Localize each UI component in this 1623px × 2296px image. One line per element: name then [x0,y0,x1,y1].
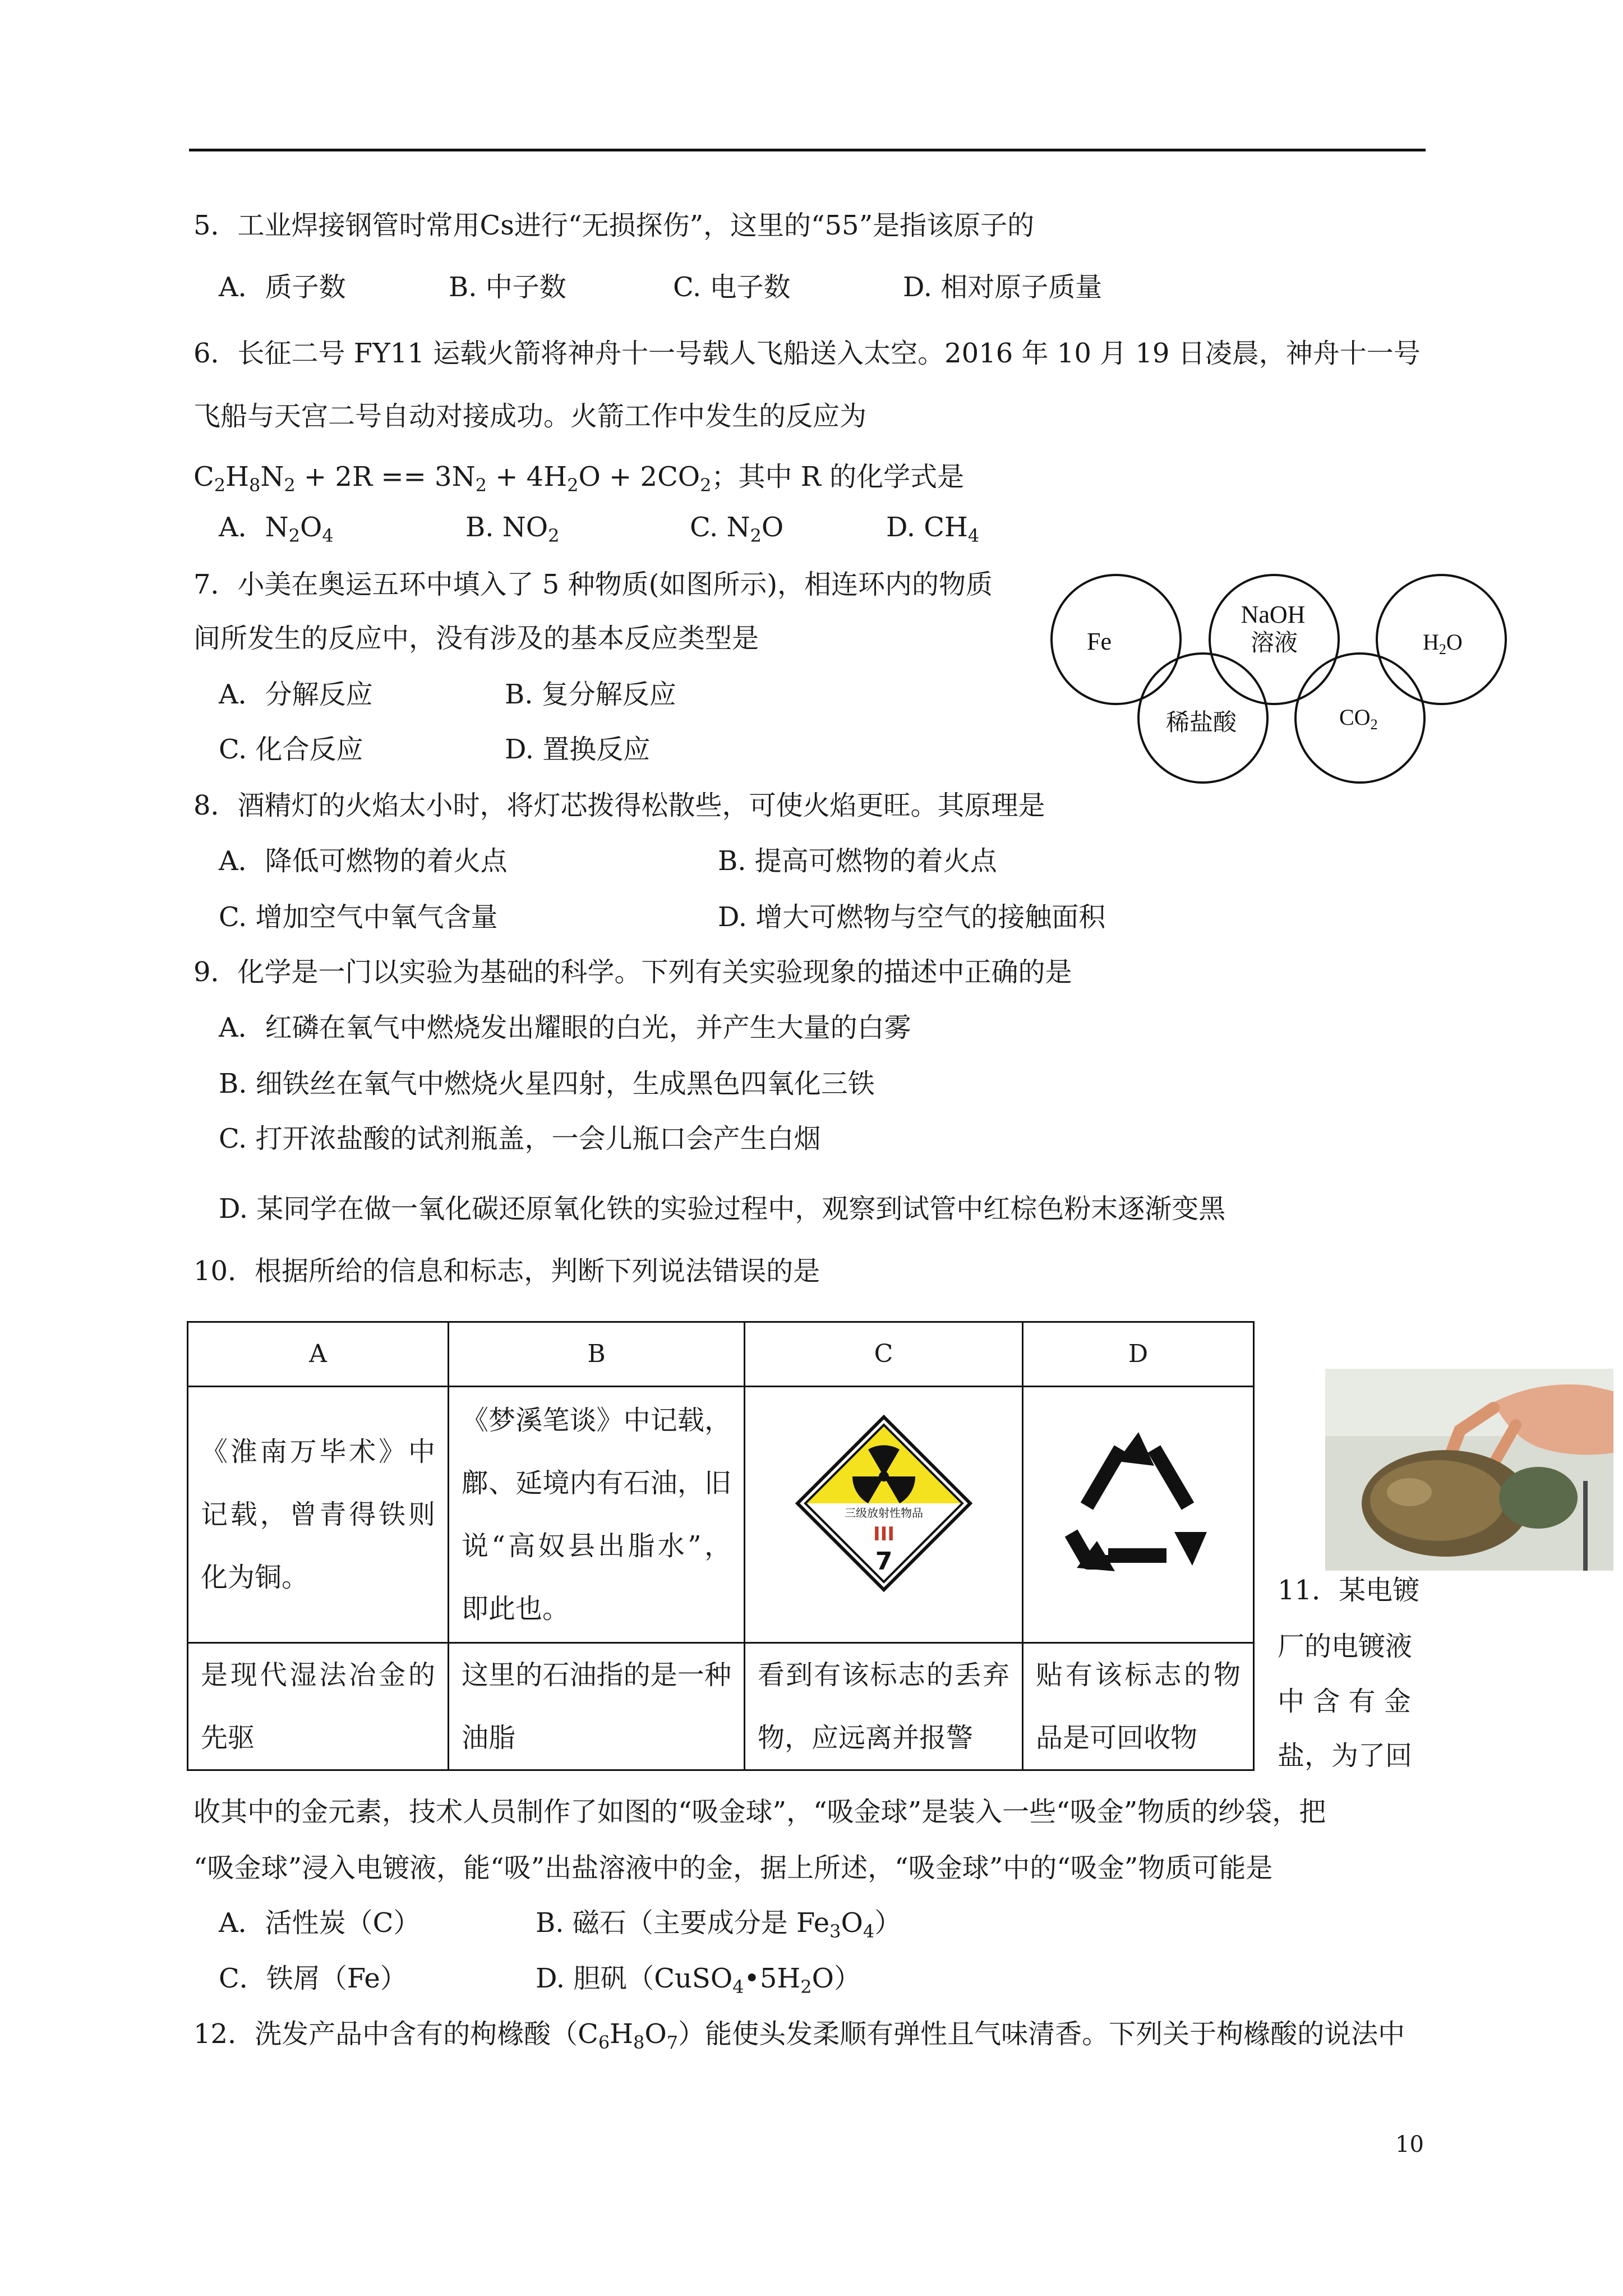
cell-b-bottom: 这里的石油指的是一种油脂 [462,1659,731,1754]
q6-option-c: C. $N_2O$ [690,512,784,546]
q11-option-a: A．活性炭（C） [219,1907,421,1939]
q5-option-b: B. 中子数 [449,272,566,303]
question-11-line2: “吸金球”浸入电镀液，能“吸”出盐溶液中的金，据上所述，“吸金球”中的“吸金”物质可能是 [193,1852,1273,1884]
table-header-d: D [1023,1322,1254,1387]
radiation-class-roman: III [873,1523,895,1545]
ring-label-h2o: $H_2O$ [1423,629,1463,657]
q11-side-line-4: 盐，为了回 [1278,1740,1413,1772]
cell-c-bottom: 看到有该标志的丢弃物，应远离并报警 [758,1659,1009,1754]
q5-option-c: C. 电子数 [673,272,791,303]
header-rule [189,149,1426,151]
olympic-rings-diagram [1049,567,1509,791]
table-header-c: C [745,1322,1023,1387]
cell-a-text: 《淮南万毕术》中记载，曾青得铁则化为铜。 [201,1436,435,1593]
table-header-b: B [449,1322,745,1387]
radiation-class-number: 7 [875,1547,892,1576]
q9-option-c: C. 打开浓盐酸的试剂瓶盖，一会儿瓶口会产生白烟 [219,1123,821,1154]
gold-absorbing-ball-photo [1325,1369,1613,1571]
recycle-icon [1054,1422,1223,1585]
cell-d-bottom: 贴有该标志的物品是可回收物 [1036,1659,1241,1754]
question-10-stem: 10．根据所给的信息和标志，判断下列说法错误的是 [193,1255,820,1287]
question-6-line1: 6．长征二号 FY11 运载火箭将神舟十一号载人飞船送入太空。2016 年 10 月 19 日凌晨，神舟十一号 [193,338,1421,369]
ring-label-fe: Fe [1087,628,1112,655]
question-8-stem: 8．酒精灯的火焰太小时，将灯芯拨得松散些，可使火焰更旺。其原理是 [193,790,1045,821]
cell-a-bottom: 是现代湿法冶金的先驱 [201,1659,435,1754]
ring-h2o [1377,575,1506,704]
q11-side-line-3: 中 含 有 金 [1278,1686,1411,1717]
ring-label-hcl: 稀盐酸 [1165,710,1237,736]
ring-fe [1052,575,1181,704]
ring-label-naoh-2: 溶液 [1250,631,1298,656]
question-11-line1: 收其中的金元素，技术人员制作了如图的“吸金球”，“吸金球”是装入一些“吸金”物质的纱袋，把 [193,1796,1326,1828]
radiation-warning-icon [794,1414,974,1593]
q9-option-d: D. 某同学在做一氧化碳还原氧化铁的实验过程中，观察到试管中红棕色粉末逐渐变黑 [219,1193,1226,1225]
table-header-a: A [188,1322,449,1387]
q5-option-a: A．质子数 [219,272,346,303]
q6-option-a: A．$N_2O_4$ [219,512,334,546]
q5-option-d: D. 相对原子质量 [903,272,1103,303]
q11-option-b: B. 磁石（主要成分是 $Fe_3O_4$） [536,1907,902,1942]
radiation-label: 三级放射性物品 [844,1506,923,1520]
q7-option-a: A．分解反应 [219,679,373,710]
q8-option-a: A．降低可燃物的着火点 [219,845,508,877]
q9-option-a: A．红磷在氧气中燃烧发出耀眼的白光，并产生大量的白雾 [219,1012,911,1043]
q7-option-b: B. 复分解反应 [505,679,676,710]
question-7-line1: 7．小美在奥运五环中填入了 5 种物质(如图所示)，相连环内的物质 [193,569,993,600]
cell-b-text: 《梦溪笔谈》中记载，鄜、延境内有石油，旧说“高奴县出脂水”，即此也。 [462,1405,731,1625]
q8-option-d: D. 增大可燃物与空气的接触面积 [718,901,1106,933]
question-9-stem: 9．化学是一门以实验为基础的科学。下列有关实验现象的描述中正确的是 [193,956,1072,988]
question-5-stem: 5．工业焊接钢管时常用Cs进行“无损探伤”，这里的“55”是指该原子的 [193,210,1035,241]
q6-option-b: B. $NO_2$ [465,512,560,546]
q7-option-d: D. 置换反应 [505,734,651,765]
q11-option-d: D. 胆矾$(CuSO_4•5H_2O)$ [536,1963,861,1998]
question-6-equation: $C_2H_8N_2 + 2R == 3N_2 + 4H_2O + 2CO_2$；其中 R 的化学式是 [193,461,965,496]
page-number: 10 [1395,2132,1424,2157]
ring-label-co2: $CO_2$ [1339,705,1378,733]
question-7-line2: 间所发生的反应中，没有涉及的基本反应类型是 [193,623,759,654]
q7-option-c: C. 化合反应 [219,734,363,765]
q11-side-line-2: 厂的电镀液 [1278,1631,1413,1662]
q6-option-d: D. $CH_4$ [886,512,980,546]
q11-side-line-1: 11．某电镀 [1278,1575,1420,1606]
q9-option-b: B. 细铁丝在氧气中燃烧火星四射，生成黑色四氧化三铁 [219,1068,875,1099]
question-6-line2: 飞船与天宫二号自动对接成功。火箭工作中发生的反应为 [193,401,867,432]
question-12-line1: 12．洗发产品中含有的枸橼酸$(C_6H_8O_7)$能使头发柔顺有弹性且气味清香。下列关于枸橼酸的说法中 [193,2018,1405,2053]
q8-option-b: B. 提高可燃物的着火点 [718,845,997,877]
q10-table [187,1321,1255,1771]
ring-label-naoh-1: NaOH [1241,601,1306,628]
q11-option-c: C．铁屑（Fe） [219,1963,407,1994]
q8-option-c: C. 增加空气中氧气含量 [219,901,498,933]
